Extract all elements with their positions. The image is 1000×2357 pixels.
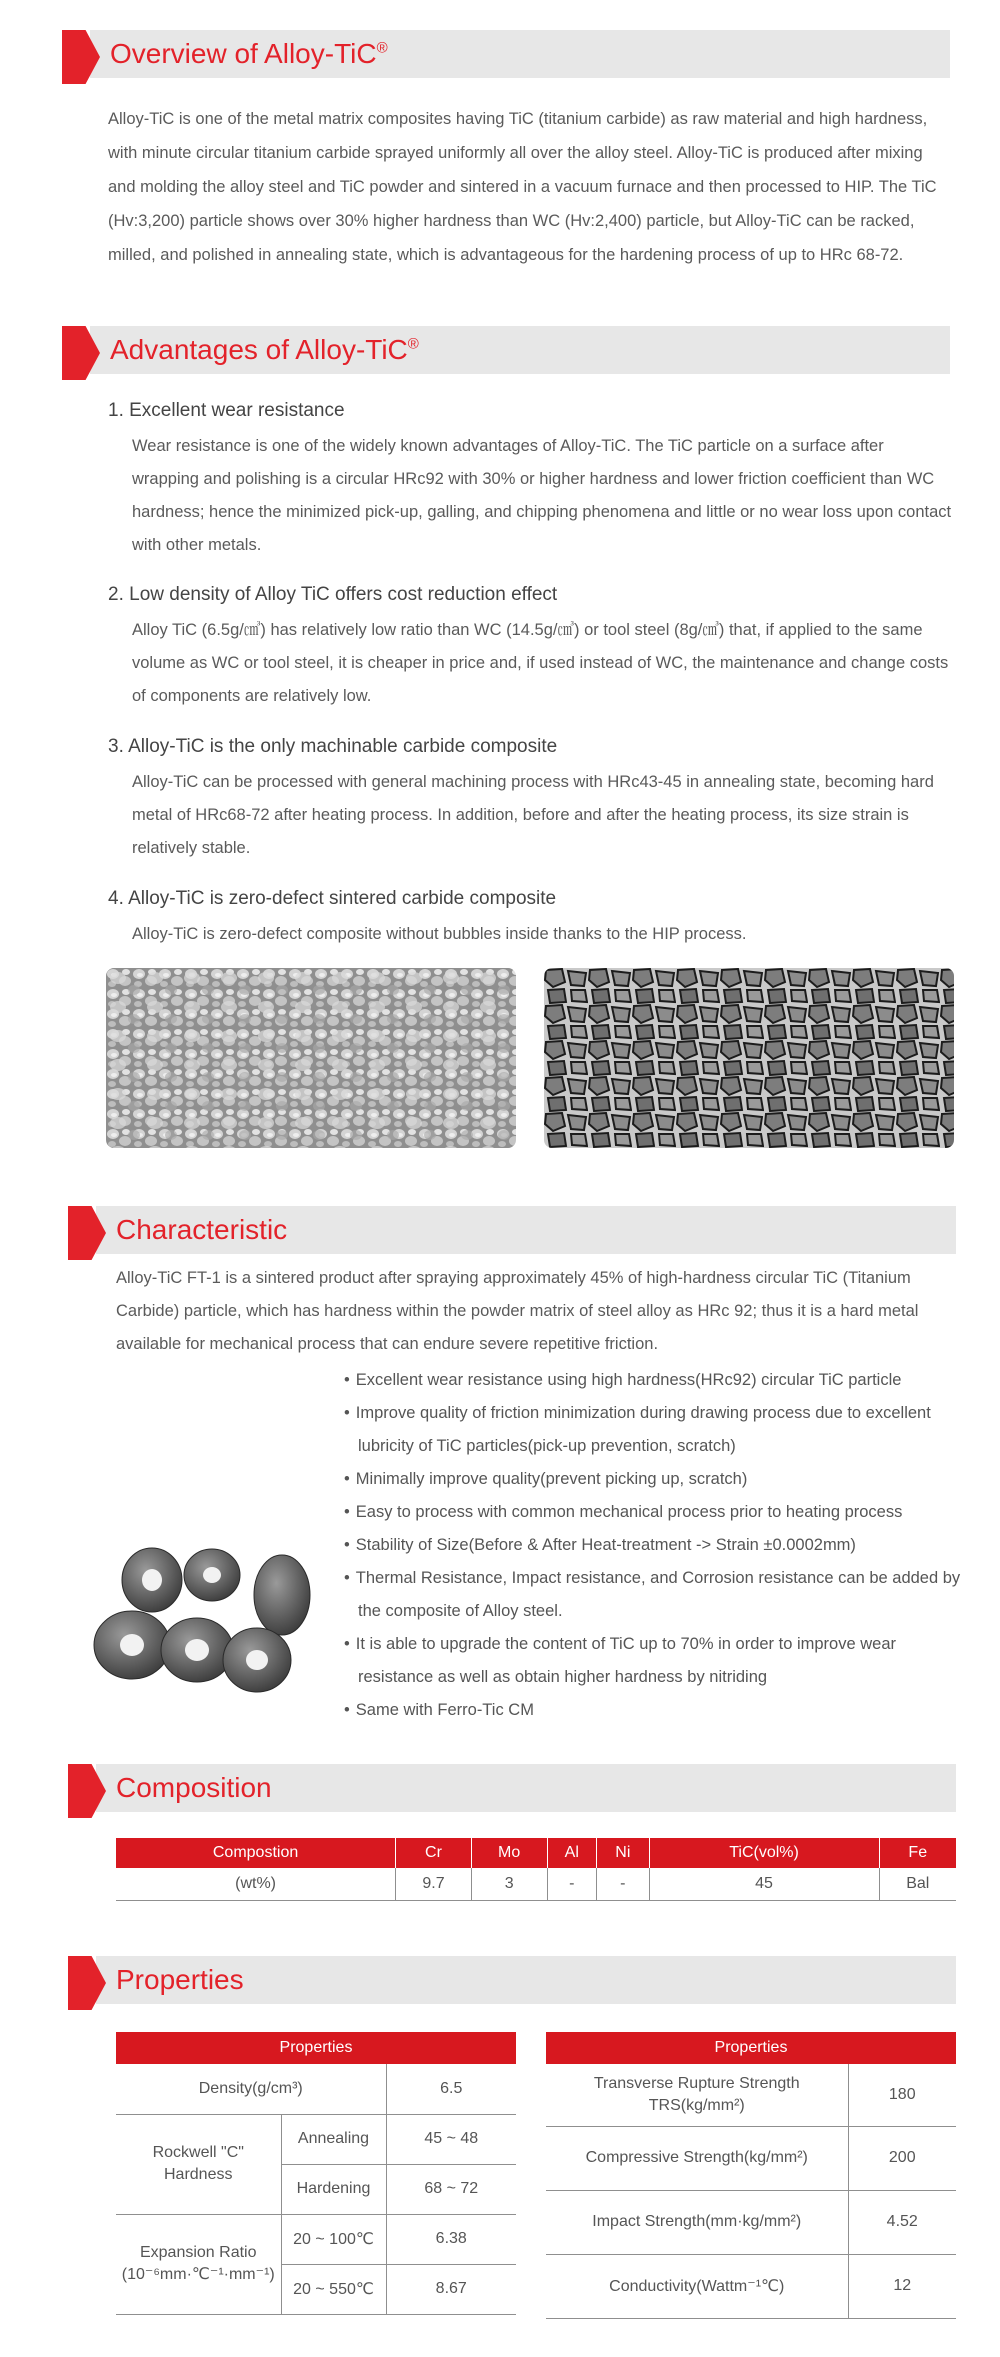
table-cell: Bal — [879, 1868, 956, 1900]
table-header-row — [116, 2032, 516, 2064]
characteristic-title: Characteristic — [116, 1214, 288, 1245]
table-cell: 20 ~ 100℃ — [281, 2214, 386, 2264]
table-row — [116, 2064, 516, 2114]
advantage-body: Alloy-TiC can be processed with general machining process with HRc43-45 in annealing state, becoming hard metal of HRc68-72 after heating process. In addition, before and after the heating process, its size strain is relatively stable. — [132, 773, 934, 857]
list-item: • Stability of Size(Before & After Heat-treatment -> Strain ±0.0002mm) — [344, 1529, 964, 1562]
column-header: Al — [547, 1838, 597, 1868]
column-header: Properties — [116, 2032, 516, 2064]
table-cell: 180 — [848, 2064, 956, 2126]
properties-table-right — [546, 2032, 956, 2319]
list-item: • Improve quality of friction minimization during drawing process due to excellent lubricity of TiC particles(pick-up prevention, scratch) — [344, 1397, 964, 1463]
column-header: Cr — [396, 1838, 472, 1868]
table-cell: Conductivity(Wattm⁻¹℃) — [546, 2254, 848, 2318]
microstructure-image-angular — [544, 968, 954, 1148]
table-cell — [546, 2064, 848, 2126]
table-row — [546, 2254, 956, 2318]
table-row — [116, 2214, 516, 2264]
column-header: Mo — [471, 1838, 547, 1868]
column-header: Ni — [597, 1838, 649, 1868]
list-item: • Thermal Resistance, Impact resistance, and Corrosion resistance can be added by the composite of Alloy steel. — [344, 1562, 964, 1628]
table-cell: 200 — [848, 2126, 956, 2190]
composition-title: Composition — [116, 1772, 272, 1803]
table-cell: 12 — [848, 2254, 956, 2318]
properties-header — [68, 1956, 956, 2004]
advantage-heading: 3. Alloy-TiC is the only machinable carbide composite — [108, 736, 558, 757]
advantage-heading: 1. Excellent wear resistance — [108, 400, 345, 421]
table-cell: 45 — [649, 1868, 879, 1900]
table-cell — [116, 2114, 281, 2214]
overview-title: Overview of Alloy-TiC® — [110, 38, 388, 69]
column-header: Properties — [546, 2032, 956, 2064]
expansion-unit: (10⁻⁶mm·℃⁻¹·mm⁻¹) — [121, 2266, 275, 2283]
list-item: • Minimally improve quality(prevent picking up, scratch) — [344, 1463, 964, 1496]
table-row — [116, 1868, 956, 1900]
advantages-header — [62, 326, 950, 374]
advantages-title: Advantages of Alloy-TiC® — [110, 334, 419, 365]
characteristic-bullets — [344, 1364, 964, 1727]
composition-header — [68, 1764, 956, 1812]
table-cell: 6.5 — [386, 2064, 516, 2114]
table-row — [546, 2190, 956, 2254]
table-cell: 6.38 — [386, 2214, 516, 2264]
table-cell: - — [597, 1868, 649, 1900]
table-cell — [116, 2214, 281, 2314]
advantage-heading: 4. Alloy-TiC is zero-defect sintered carbide composite — [108, 888, 557, 909]
rockwell-label: Rockwell "C" Hardness — [152, 2144, 244, 2183]
column-header: Fe — [879, 1838, 956, 1868]
product-photo — [82, 1530, 322, 1720]
properties-table-left — [116, 2032, 516, 2315]
table-cell: 9.7 — [396, 1868, 472, 1900]
list-item: • Same with Ferro-Tic CM — [344, 1694, 964, 1727]
overview-header — [62, 30, 950, 78]
table-header-row — [546, 2032, 956, 2064]
property-label: Transverse Rupture Strength TRS(kg/mm²) — [593, 2074, 800, 2114]
table-cell: Density(g/cm³) — [116, 2064, 386, 2114]
expansion-label: Expansion Ratio — [139, 2244, 257, 2261]
roller — [94, 1548, 310, 1692]
table-header-row — [116, 1838, 956, 1868]
microstructure-image-round — [106, 968, 516, 1148]
column-header: TiC(vol%) — [649, 1838, 879, 1868]
table-row — [116, 2114, 516, 2164]
table-cell: - — [547, 1868, 597, 1900]
properties-title: Properties — [116, 1964, 244, 1995]
table-cell: 68 ~ 72 — [386, 2164, 516, 2214]
table-cell: 8.67 — [386, 2264, 516, 2314]
advantage-body: Wear resistance is one of the widely known advantages of Alloy-TiC. The TiC particle on a surface after wrapping and polishing is a circular HRc92 with 30% or higher hardness and lower friction coefficient than WC hardness; hence the minimized pick-up, galling, and chipping phenomena and little or no wear loss upon contact with other metals. — [132, 437, 952, 554]
advantage-body: Alloy TiC (6.5g/㎤) has relatively low ratio than WC (14.5g/㎤) or tool steel (8g/㎤) that, if applied to the same volume as WC or tool steel, it is cheaper in price and, if used instead of WC, the maintenance and change costs of components are relatively low. — [132, 621, 949, 705]
column-header: Compostion — [116, 1838, 396, 1868]
table-cell: Hardening — [281, 2164, 386, 2214]
characteristic-header — [68, 1206, 956, 1254]
table-row — [546, 2064, 956, 2126]
table-cell: 45 ~ 48 — [386, 2114, 516, 2164]
list-item: • Excellent wear resistance using high hardness(HRc92) circular TiC particle — [344, 1364, 964, 1397]
table-cell: (wt%) — [116, 1868, 396, 1900]
list-item: • It is able to upgrade the content of TiC up to 70% in order to improve wear resistance as well as obtain higher hardness by nitriding — [344, 1628, 964, 1694]
table-cell: Annealing — [281, 2114, 386, 2164]
advantage-heading: 2. Low density of Alloy TiC offers cost reduction effect — [108, 584, 558, 605]
table-cell: 3 — [471, 1868, 547, 1900]
advantage-body: Alloy-TiC is zero-defect composite without bubbles inside thanks to the HIP process. — [132, 925, 747, 943]
table-cell: Impact Strength(mm·kg/mm²) — [546, 2190, 848, 2254]
overview-text: Alloy-TiC is one of the metal matrix composites having TiC (titanium carbide) as raw material and high hardness, with minute circular titanium carbide sprayed uniformly all over the alloy steel. Alloy-TiC is produced after mixing and molding the alloy steel and TiC powder and sintered in a vacuum furnace and then processed to HIP. The TiC (Hv:3,200) particle shows over 30% higher hardness than WC (Hv:2,400) particle, but Alloy-TiC can be racked, milled, and polished in annealing state, which is advantageous for the hardening process of up to HRc 68-72. — [108, 110, 937, 264]
table-cell: Compressive Strength(kg/mm²) — [546, 2126, 848, 2190]
table-row — [546, 2126, 956, 2190]
list-item: • Easy to process with common mechanical process prior to heating process — [344, 1496, 964, 1529]
table-cell: 4.52 — [848, 2190, 956, 2254]
composition-table — [116, 1838, 956, 1901]
table-cell: 20 ~ 550℃ — [281, 2264, 386, 2314]
characteristic-text: Alloy-TiC FT-1 is a sintered product after spraying approximately 45% of high-hardness circular TiC (Titanium Carbide) particle, which has hardness within the powder matrix of steel alloy as HRc 92; thus it is a hard metal available for mechanical process that can endure severe repetitive friction. — [116, 1269, 919, 1353]
